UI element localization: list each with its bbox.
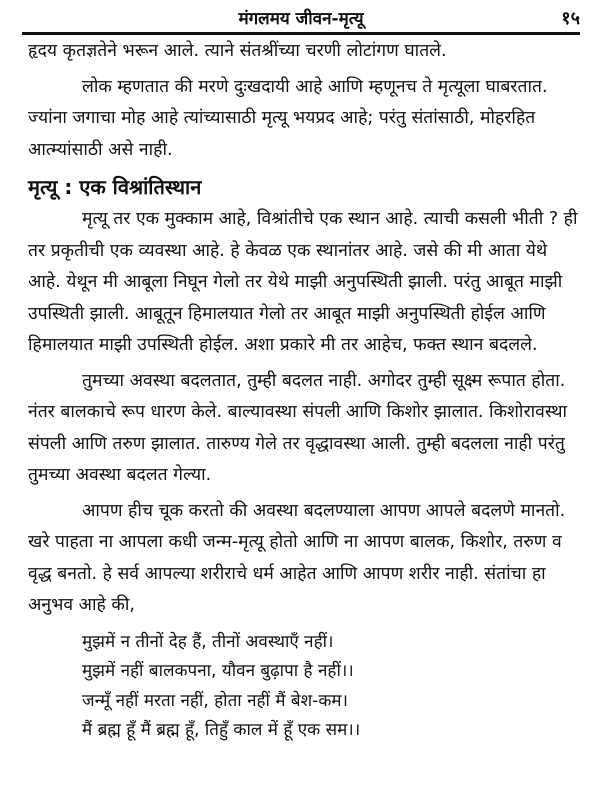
- verse-line: जन्मूँ नहीं मरता नहीं, होता नहीं मैं बेश-कम।: [82, 690, 348, 711]
- header-rule: [22, 32, 580, 35]
- paragraph: हृदय कृतज्ञतेने भरून आले. त्याने संतश्रींच्या चरणी लोटांगण घातले.: [28, 41, 447, 61]
- verse-block: [82, 628, 580, 746]
- page-number: १५: [561, 8, 580, 29]
- paragraph: लोक म्हणतात की मरणे दुःखदायी आहे आणि म्हणूनच ते मृत्यूला घाबरतात. ज्यांना जगाचा मोह आहे त्यांच्यासाठी मृत्यू भयप्रद आहे; परंतु संतांसाठी, मोहरहित आत्म्यांसाठी असे नाही.: [28, 76, 548, 160]
- verse-line: मुझमें न तीनों देह हैं, तीनों अवस्थाएँ नहीं।: [82, 631, 334, 652]
- verse-line: मैं ब्रह्म हूँ मैं ब्रह्म हूँ, तिहुँ काल में हूँ एक सम।।: [82, 720, 361, 740]
- section-heading: मृत्यू : एक विश्रांतिस्थान: [28, 175, 202, 199]
- verse-line: मुझमें नहीं बालकपना, यौवन बुढ़ापा है नहीं।।: [82, 661, 354, 681]
- page-body: [28, 36, 580, 746]
- paragraph: आपण हीच चूक करतो की अवस्था बदलण्याला आपण आपले बदलणे मानतो. खरे पाहता ना आपला कधी जन्म-मृत्यू होतो आणि ना आपण बालक, किशोर, तरुण व वृद्ध बनतो. हे सर्व आपल्या शरीराचे धर्म आहेत आणि आपण शरीर नाही. संतांचा हा अनुभव आहे की,: [28, 500, 566, 615]
- page-header: [22, 6, 580, 32]
- running-title: मंगलमय जीवन-मृत्यू: [238, 9, 364, 29]
- paragraph: तुमच्या अवस्था बदलतात, तुम्ही बदलत नाही. अगोदर तुम्ही सूक्ष्म रूपात होता. नंतर बालकाचे रूप धारण केले. बाल्यावस्था संपली आणि किशोर झालात. किशोरावस्था संपली आणि तरुण झालात. तारुण्य गेले तर वृद्धावस्था आली. तुम्ही बदलला नाही परंतु तुमच्या अवस्था बदलत गेल्या.: [28, 370, 568, 485]
- paragraph: मृत्यू तर एक मुक्काम आहे, विश्रांतीचे एक स्थान आहे. त्याची कसली भीती ? ही तर प्रकृतीची एक व्यवस्था आहे. हे केवळ एक स्थानांतर आहे. जसे की मी आता येथे आहे. येथून मी आबूला निघून गेलो तर येथे माझी अनुपस्थिती झाली. परंतु आबूत माझी उपस्थिती झाली. आबूतून हिमालयात गेलो तर आबूत माझी अनुपस्थिती होईल आणि हिमालयात माझी उपस्थिती होईल. अशा प्रकारे मी तर आहेच, फक्त स्थान बदलले.: [28, 209, 578, 355]
